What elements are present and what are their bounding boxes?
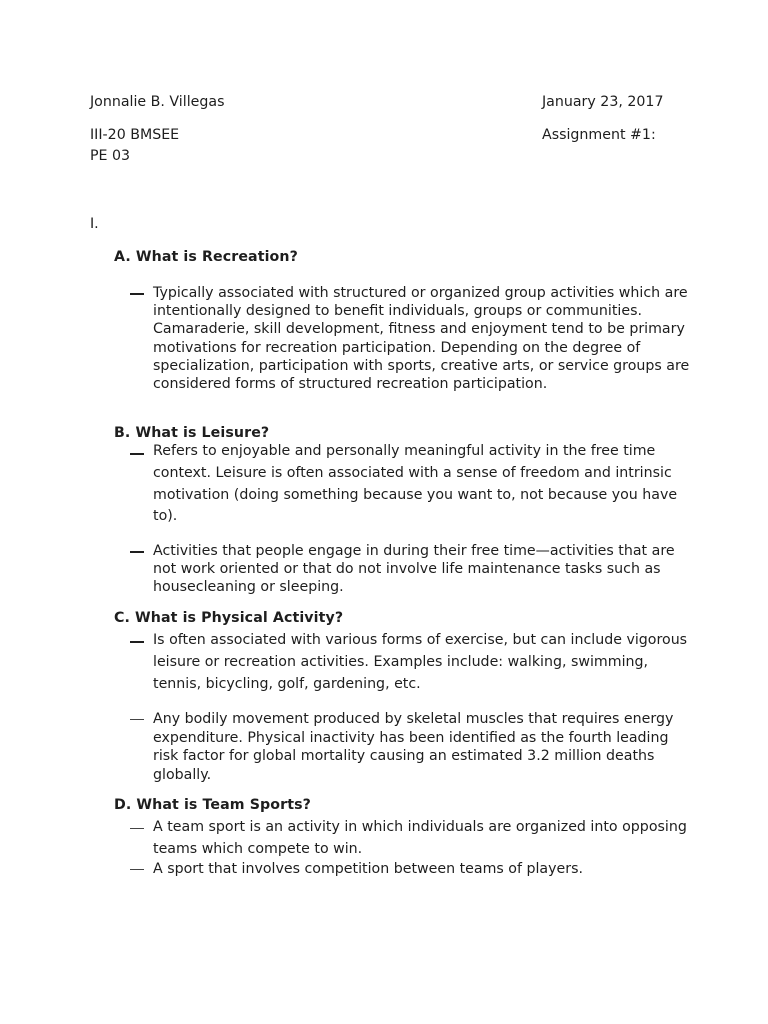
- bullet-dash: [130, 551, 144, 553]
- answer-d-1: A team sport is an activity in which individuals are organized into opposing teams which compete to win.: [153, 819, 687, 857]
- course-code: PE 03: [90, 148, 131, 164]
- bullet-dash: [130, 293, 144, 295]
- class-section: III-20 BMSEE: [90, 127, 180, 143]
- assignment-date: January 23, 2017: [542, 94, 664, 110]
- answer-c-1: Is often associated with various forms of exercise, but can include vigorous leisure or recreation activities. Examples include: walking, swimming, tennis, bicycling, golf, gardening, etc.: [153, 632, 688, 692]
- bullet-dash: [130, 828, 144, 829]
- assignment-number: Assignment #1:: [542, 127, 656, 143]
- student-name: Jonnalie B. Villegas: [90, 94, 225, 110]
- bullet-dash: [130, 641, 144, 643]
- answer-b-2: Activities that people engage in during their free time—activities that are not work oriented or that do not involve life maintenance tasks such as housecleaning or sleeping.: [153, 543, 675, 596]
- question-a-heading: A. What is Recreation?: [114, 249, 298, 265]
- bullet-dash: [130, 869, 144, 870]
- answer-d-2: A sport that involves competition between teams of players.: [153, 861, 583, 877]
- question-d-heading: D. What is Team Sports?: [114, 797, 311, 813]
- answer-a-1: Typically associated with structured or organized group activities which are intentionally designed to benefit individuals, groups or communities. Camaraderie, skill development, fitness and enjoyment tend to be primary motivations for recreation participation. Depending on the degree of specialization, participation with sports, creative arts, or service groups are considered forms of structured recreation participation.: [153, 285, 690, 393]
- section-numeral: I.: [90, 216, 99, 232]
- answer-b-1: Refers to enjoyable and personally meaningful activity in the free time context. Leisure is often associated with a sense of freedom and intrinsic motivation (doing something because you want to, not because you have to).: [153, 443, 678, 525]
- answer-c-2: Any bodily movement produced by skeletal muscles that requires energy expenditure. Physical inactivity has been identified as the fourth leading risk factor for global mortality causing an estimated 3.2 million deaths globally.: [153, 711, 674, 783]
- bullet-dash: [130, 453, 144, 455]
- bullet-dash: [130, 719, 144, 720]
- question-c-heading: C. What is Physical Activity?: [114, 610, 344, 626]
- question-b-heading: B. What is Leisure?: [114, 425, 270, 441]
